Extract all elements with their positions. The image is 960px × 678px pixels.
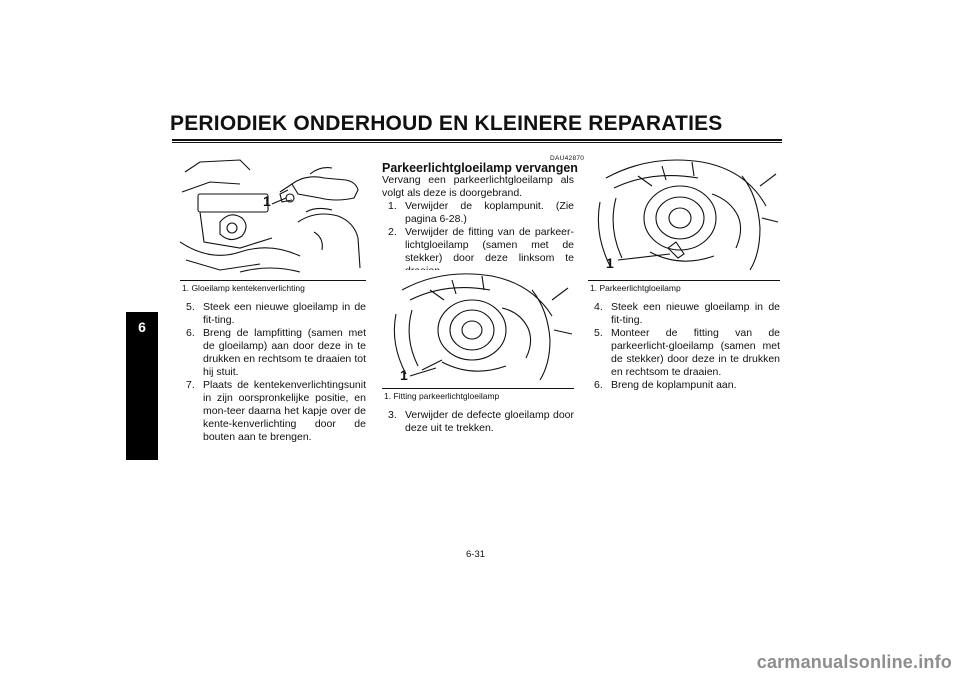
parking-lamp-socket-illustration [382,270,574,386]
figure-caption: 1. Parkeerlichtgloeilamp [590,283,681,293]
chapter-number: 6 [138,319,146,335]
document-code: DAU42870 [550,155,585,162]
license-lamp-illustration [180,152,366,278]
caption-rule [180,280,366,281]
page-title: PERIODIEK ONDERHOUD EN KLEINERE REPARATIES [170,112,723,135]
list-item: 4. Steek een nieuwe gloeilamp in de fit-ting. [594,301,780,326]
list-item: 5. Monteer de fitting van de parkeerlicht-gloeilamp (samen met de stekker) door deze in te drukken en rechtsom te draaien. [594,327,780,378]
list-item: 1. Verwijder de koplampunit. (Zie pagina 6-28.) [388,200,574,225]
header-rule-thin [172,142,782,143]
list-item: 6. Breng de lampfitting (samen met de gloeilamp) aan door deze in te drukken en rechtsom te draaien tot hij stuit. [186,327,366,378]
right-steps-list [588,301,780,392]
left-steps-list [180,301,366,444]
figure-caption: 1. Gloeilamp kentekenverlichting [182,283,305,293]
section-heading: Parkeerlichtgloeilamp vervangen [382,161,578,175]
parking-lamp-bulb-illustration [588,152,780,278]
chapter-tab [126,312,158,460]
figure-caption: 1. Fitting parkeerlichtgloeilamp [384,391,500,401]
figure-callout: 1 [606,255,614,271]
watermark: carmanualsonline.info [756,652,952,672]
middle-steps-list-a [382,200,574,278]
list-item: 6. Breng de koplampunit aan. [594,379,737,391]
list-item: 2. Verwijder de fitting van de parkeer-lichtgloeilamp (samen met de stekker) door deze linksom te [388,226,574,264]
list-item: 3. Verwijder de defecte gloeilamp door deze uit te trekken. [388,409,574,434]
list-item: 7. Plaats de kentekenverlichtingsunit in zijn oorspronkelijke positie, en mon-teer daarna het kapje over de kente-kenverlichting door de bouten aan te brengen. [186,379,366,443]
page-number: 6-31 [466,549,486,560]
intro-text: Vervang een parkeerlichtgloeilamp als volgt als deze is doorgebrand. [382,174,574,199]
figure-callout: 1 [400,367,408,383]
middle-steps-list-b [382,409,574,435]
figure-callout: 1 [263,193,271,209]
list-item: 5. Steek een nieuwe gloeilamp in de fit-ting. [186,301,366,326]
caption-rule [382,388,574,389]
caption-rule [588,280,780,281]
header-rule [172,139,782,141]
